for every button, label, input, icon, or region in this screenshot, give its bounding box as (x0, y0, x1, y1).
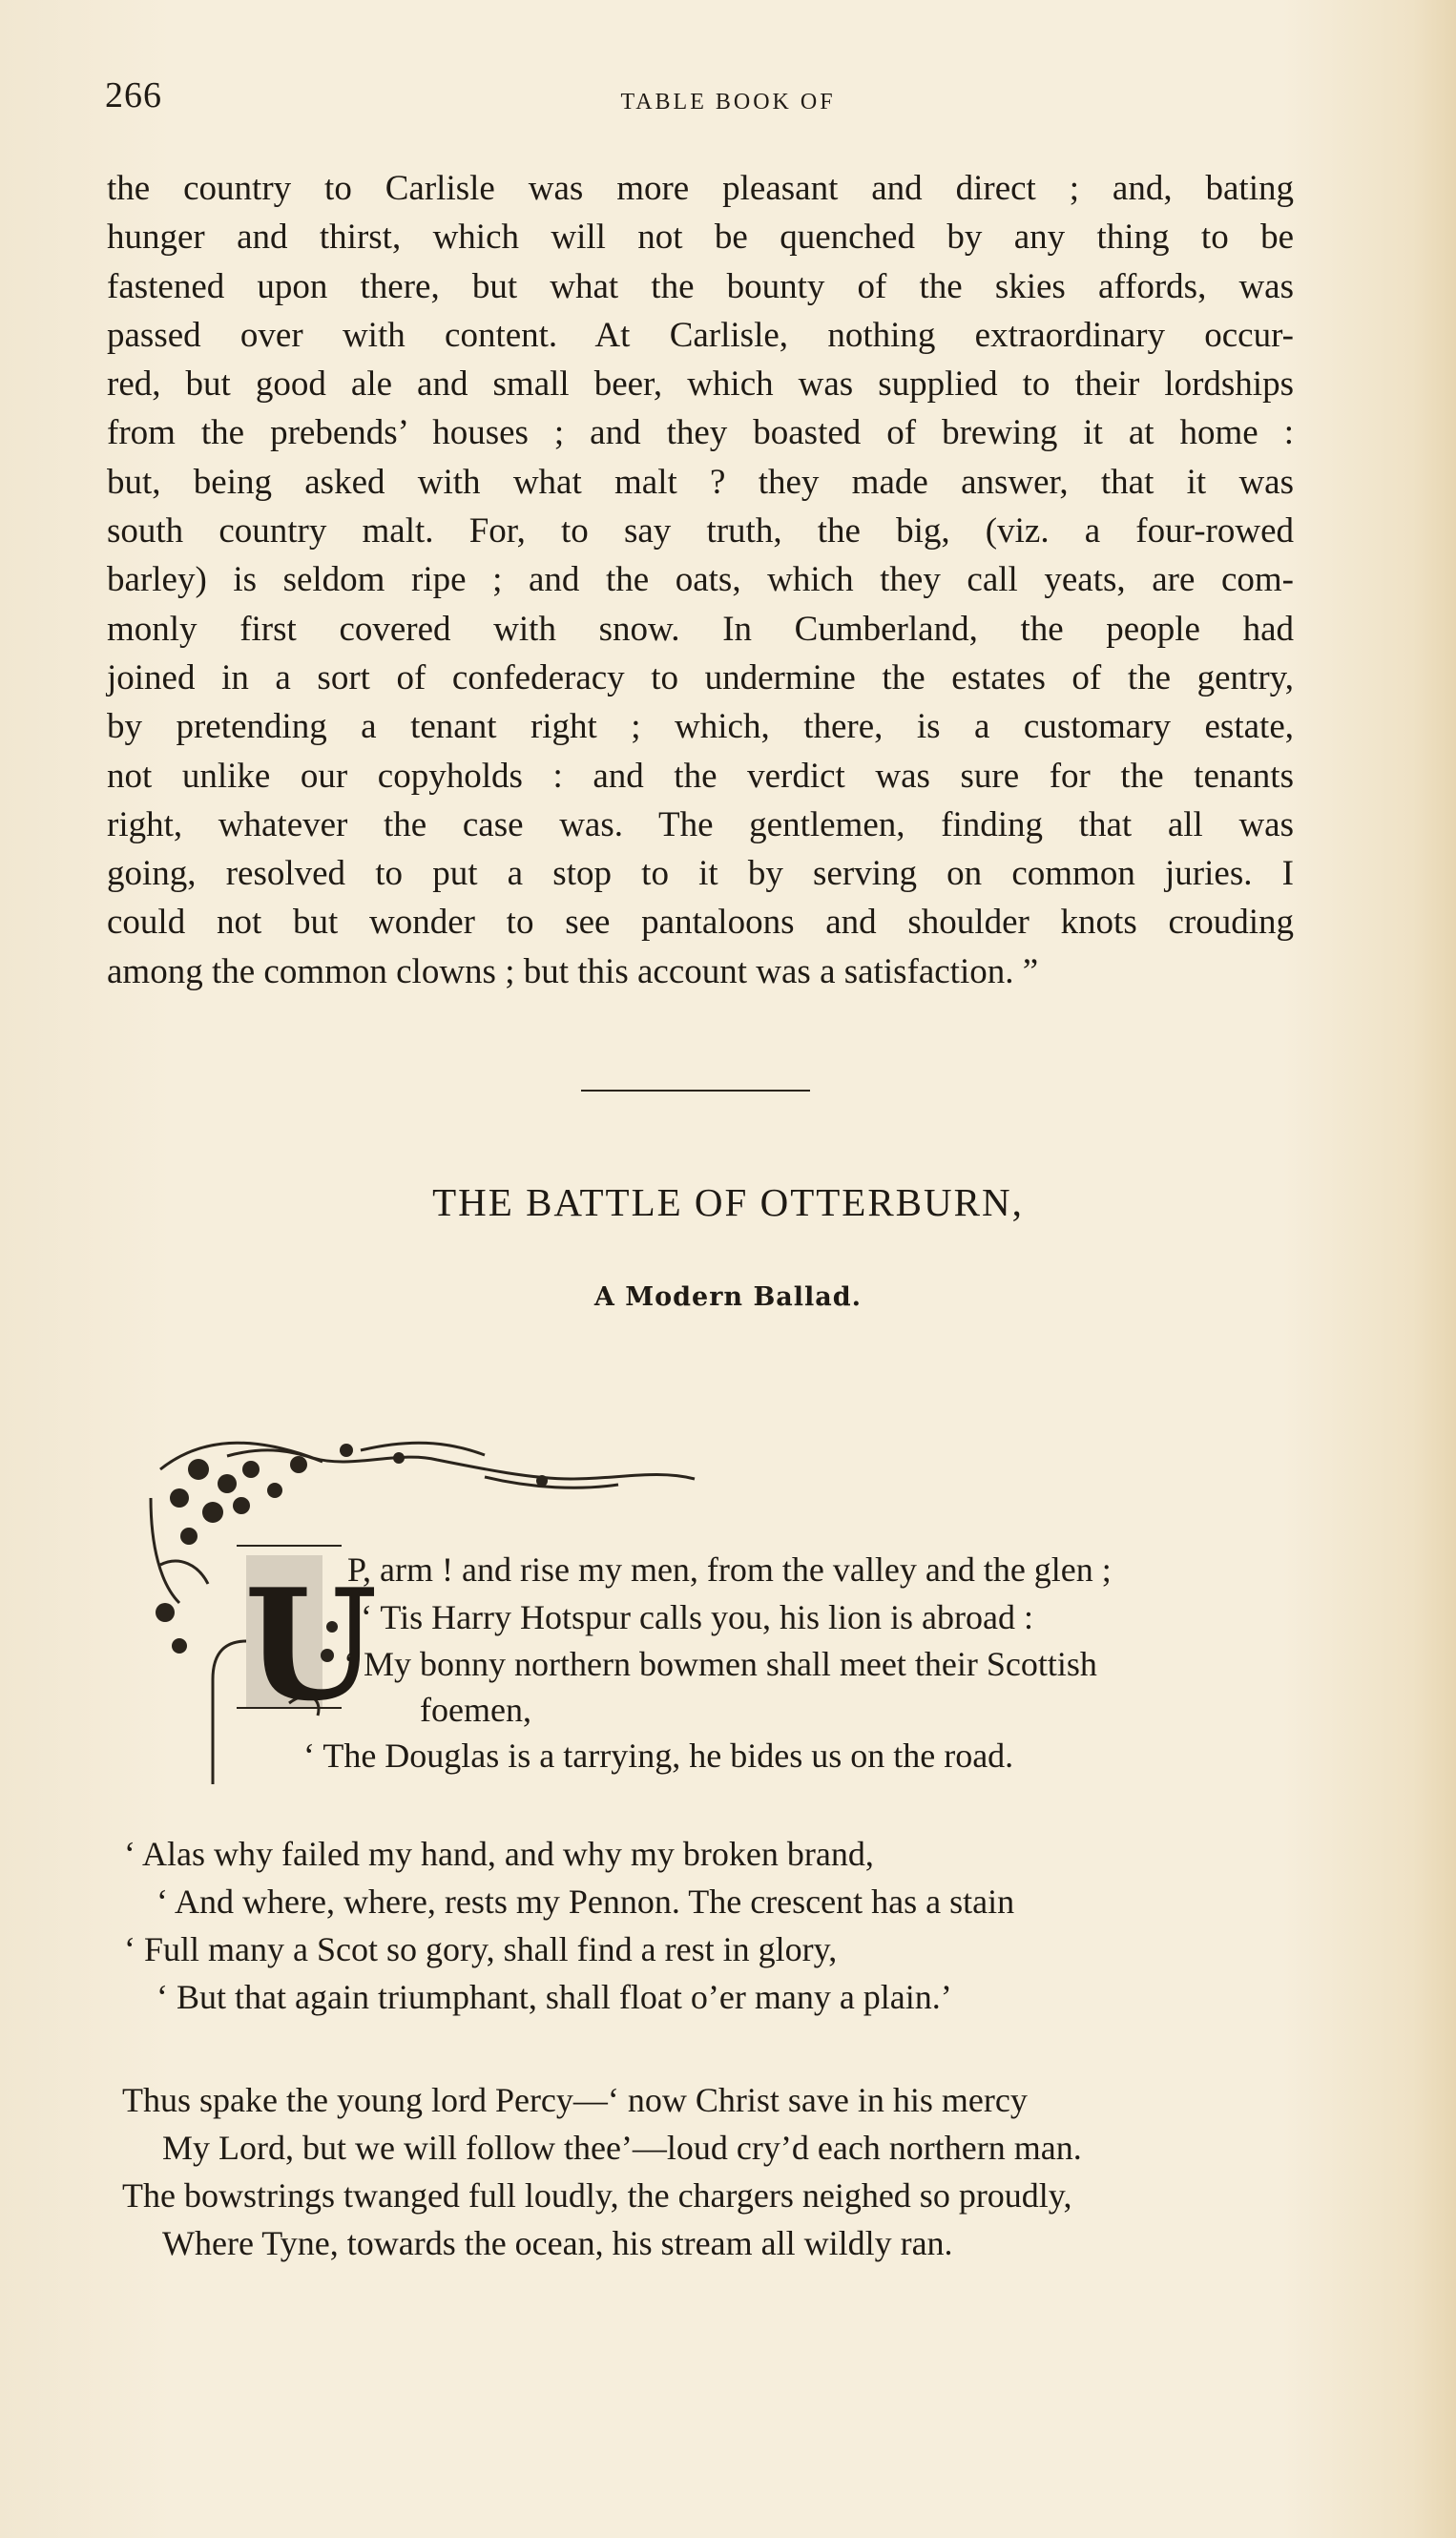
prose-line: monly first covered with snow. In Cumberland, the people had (107, 609, 1294, 649)
verse-line: Where Tyne, towards the ocean, his stream all wildly ran. (162, 2224, 953, 2262)
verse-line: The bowstrings twanged full loudly, the chargers neighed so proudly, (122, 2176, 1072, 2215)
verse-line: Thus spake the young lord Percy—‘ now Christ save in his mercy (122, 2081, 1028, 2119)
prose-line: south country malt. For, to say truth, the big, (viz. a four-rowed (107, 511, 1294, 551)
verse-line: ‘ But that again triumphant, shall float o’er many a plain.’ (156, 1978, 952, 2016)
page-number: 266 (105, 75, 162, 115)
verse-line: P, arm ! and rise my men, from the valley and the glen ; (347, 1550, 1112, 1589)
prose-line: fastened upon there, but what the bounty of the skies affords, was (107, 266, 1294, 306)
prose-line: the country to Carlisle was more pleasant and direct ; and, bating (107, 169, 1294, 208)
prose-paragraph (107, 164, 1294, 996)
prose-line: among the common clowns ; but this account was a satisfaction. ” (107, 951, 1039, 991)
prose-line: hunger and thirst, which will not be quenched by any thing to be (107, 218, 1294, 258)
prose-line: going, resolved to put a stop to it by serving on common juries. I (107, 854, 1294, 894)
prose-line: from the prebends’ houses ; and they boasted of brewing it at home : (107, 413, 1294, 453)
verse-line: My Lord, but we will follow thee’—loud cry’d each northern man. (162, 2129, 1082, 2167)
page-header (105, 74, 1313, 132)
verse-line: foemen, (420, 1691, 531, 1729)
verse-line: ‘ And where, where, rests my Pennon. The crescent has a stain (156, 1883, 1015, 1921)
running-head: TABLE BOOK OF (620, 90, 836, 114)
verse-line: ‘ Full many a Scot so gory, shall find a rest in glory, (124, 1930, 838, 1968)
verse-line: ‘ The Douglas is a tarrying, he bides us on the road. (303, 1737, 1014, 1775)
verse-line: ‘ Tis Harry Hotspur calls you, his lion is abroad : (361, 1598, 1033, 1636)
prose-line: not unlike our copyholds : and the verdict was sure for the tenants (107, 756, 1294, 796)
verse-line: ‘ My bonny northern bowmen shall meet their Scottish (343, 1645, 1097, 1683)
poem-title: THE BATTLE OF OTTERBURN, (432, 1180, 1024, 1224)
section-divider (581, 1090, 810, 1092)
prose-line: right, whatever the case was. The gentlemen, finding that all was (107, 804, 1294, 844)
verse-line: ‘ Alas why failed my hand, and why my broken brand, (124, 1835, 874, 1873)
drop-cap-letter: U (244, 1555, 378, 1735)
prose-line: could not but wonder to see pantaloons and shoulder knots crouding (107, 903, 1294, 943)
prose-line: red, but good ale and small beer, which was supplied to their lordships (107, 364, 1294, 405)
poem-subtitle: A Modern Ballad. (593, 1282, 863, 1312)
prose-line: by pretending a tenant right ; which, there, is a customary estate, (107, 707, 1294, 747)
prose-line: barley) is seldom ripe ; and the oats, which they call yeats, are com- (107, 560, 1294, 600)
prose-line: joined in a sort of confederacy to undermine the estates of the gentry, (107, 657, 1294, 697)
prose-line: passed over with content. At Carlisle, nothing extraordinary occur- (107, 315, 1294, 355)
prose-line: but, being asked with what malt ? they made answer, that it was (107, 462, 1294, 502)
